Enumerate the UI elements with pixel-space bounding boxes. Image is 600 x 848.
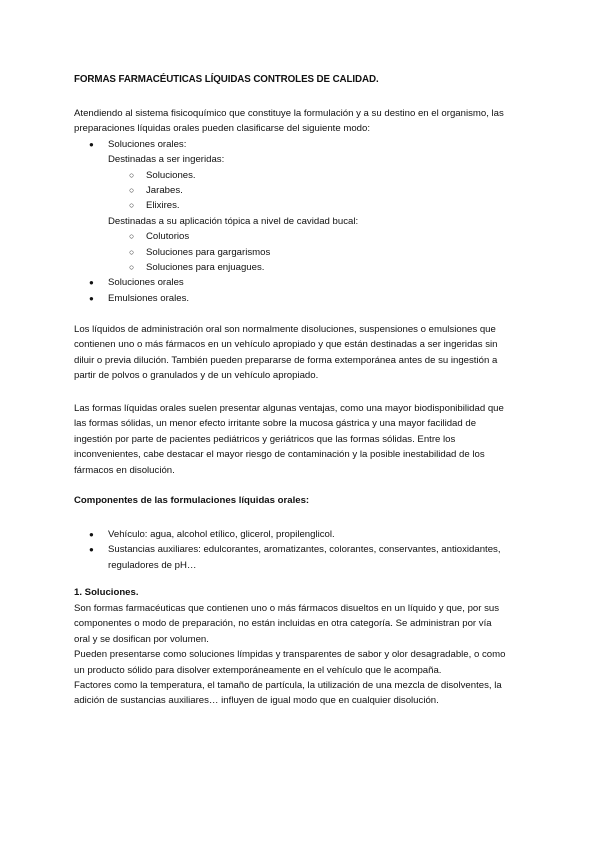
section-heading: 1. Soluciones. xyxy=(74,587,139,598)
components-heading: Componentes de las formulaciones líquidas orales: xyxy=(74,495,310,506)
circle-bullet-icon: ○ xyxy=(129,169,135,180)
intro-block xyxy=(74,106,526,306)
paragraph-line: inconvenientes, cabe destacar el mayor riesgo de contaminación y la posible inestabilidad de los xyxy=(74,449,485,461)
paragraph-line: las formas sólidas, un menor efecto irritante sobre la mucosa gástrica y una mayor facilidad de xyxy=(74,418,477,430)
components-list xyxy=(74,527,526,573)
paragraph-line: partir de polvos o granulados y de un vehículo apropiado. xyxy=(74,370,319,382)
intro-line: Atendiendo al sistema fisicoquímico que constituye la formulación y a su destino en el organismo, las xyxy=(74,108,504,119)
circle-bullet-icon: ○ xyxy=(129,200,135,211)
sublist-item xyxy=(74,168,526,183)
paragraph-line: Son formas farmacéuticas que contienen uno o más fármacos disueltos en un líquido y que, por sus xyxy=(74,603,500,614)
paragraph-line: adición de sustancias auxiliares… influyen de igual modo que en cualquier disolución. xyxy=(74,695,439,707)
list-item-label: Sustancias auxiliares: edulcorantes, aromatizantes, colorantes, conservantes, antioxidantes, xyxy=(108,544,501,556)
list-item-continuation: reguladores de pH… xyxy=(108,559,197,571)
list-item xyxy=(74,542,526,557)
sublist-item-label: Soluciones para gargarismos xyxy=(146,246,271,258)
bullet-icon: ● xyxy=(89,530,94,539)
paragraph-line: oral y se dosifican por volumen. xyxy=(74,633,209,645)
paragraph-line: componentes o modo de preparación, no están incluidas en otra categoría. Se administran por vía xyxy=(74,618,492,630)
sublist-item xyxy=(74,183,526,198)
paragraph-line: Factores como la temperatura, el tamaño de partícula, la utilización de una mezcla de disolventes, la xyxy=(74,680,502,692)
classification-list xyxy=(74,137,526,306)
circle-bullet-icon: ○ xyxy=(129,231,135,242)
list-item xyxy=(74,527,526,542)
intro-line: preparaciones líquidas orales pueden clasificarse del siguiente modo: xyxy=(74,123,370,135)
paragraph-administration xyxy=(74,322,526,384)
list-item-label: Soluciones orales: xyxy=(108,138,187,150)
document-title: FORMAS FARMACÉUTICAS LÍQUIDAS CONTROLES DE CALIDAD. xyxy=(74,74,379,85)
paragraph-line: contienen uno o más fármacos en un vehículo apropiado y que están destinadas a ser ingeridas sin xyxy=(74,339,498,351)
list-item xyxy=(74,275,526,290)
sublist-item-label: Soluciones. xyxy=(146,169,196,181)
list-item-label: Soluciones orales xyxy=(108,277,184,289)
sublist-item xyxy=(74,260,526,275)
list-item xyxy=(74,137,526,152)
list-item xyxy=(74,291,526,306)
sublist-heading: Destinadas a ser ingeridas: xyxy=(108,154,225,166)
sublist-item-label: Jarabes. xyxy=(146,185,183,197)
circle-bullet-icon: ○ xyxy=(129,185,135,196)
paragraph-line: Los líquidos de administración oral son normalmente disoluciones, suspensiones o emulsiones que xyxy=(74,324,496,335)
section-body xyxy=(74,601,526,709)
paragraph-line: fármacos en disolución. xyxy=(74,464,175,476)
sublist-item xyxy=(74,229,526,244)
paragraph-line: ingestión por parte de pacientes pediátricos y geriátricos que las formas sólidas. Entre los xyxy=(74,433,456,445)
paragraph-line: Pueden presentarse como soluciones límpidas y transparentes de sabor y olor desagradable, o como xyxy=(74,649,506,661)
sublist-item xyxy=(74,198,526,213)
circle-bullet-icon: ○ xyxy=(129,262,135,273)
paragraph-advantages xyxy=(74,401,526,478)
bullet-icon: ● xyxy=(89,278,94,288)
sublist-item-label: Elixires. xyxy=(146,200,180,212)
sublist-item xyxy=(74,245,526,260)
list-item-label: Vehículo: agua, alcohol etílico, glicerol, propilenglicol. xyxy=(108,529,335,540)
paragraph-line: Las formas líquidas orales suelen presentar algunas ventajas, como una mayor biodisponibilidad que xyxy=(74,403,504,414)
paragraph-line: un producto sólido para disolver extemporáneamente en el vehículo que le acompaña. xyxy=(74,664,442,676)
paragraph-line: diluir o previa dilución. También pueden prepararse de forma extemporánea antes de su ingestión a xyxy=(74,354,498,366)
bullet-icon: ● xyxy=(89,545,94,555)
sublist-item-label: Soluciones para enjuagues. xyxy=(146,262,265,274)
sublist-heading: Destinadas a su aplicación tópica a nivel de cavidad bucal: xyxy=(108,215,359,227)
sublist-item-label: Colutorios xyxy=(146,231,190,243)
bullet-icon: ● xyxy=(89,139,94,149)
bullet-icon: ● xyxy=(89,293,94,303)
list-item-label: Emulsiones orales. xyxy=(108,292,190,304)
circle-bullet-icon: ○ xyxy=(129,246,135,257)
